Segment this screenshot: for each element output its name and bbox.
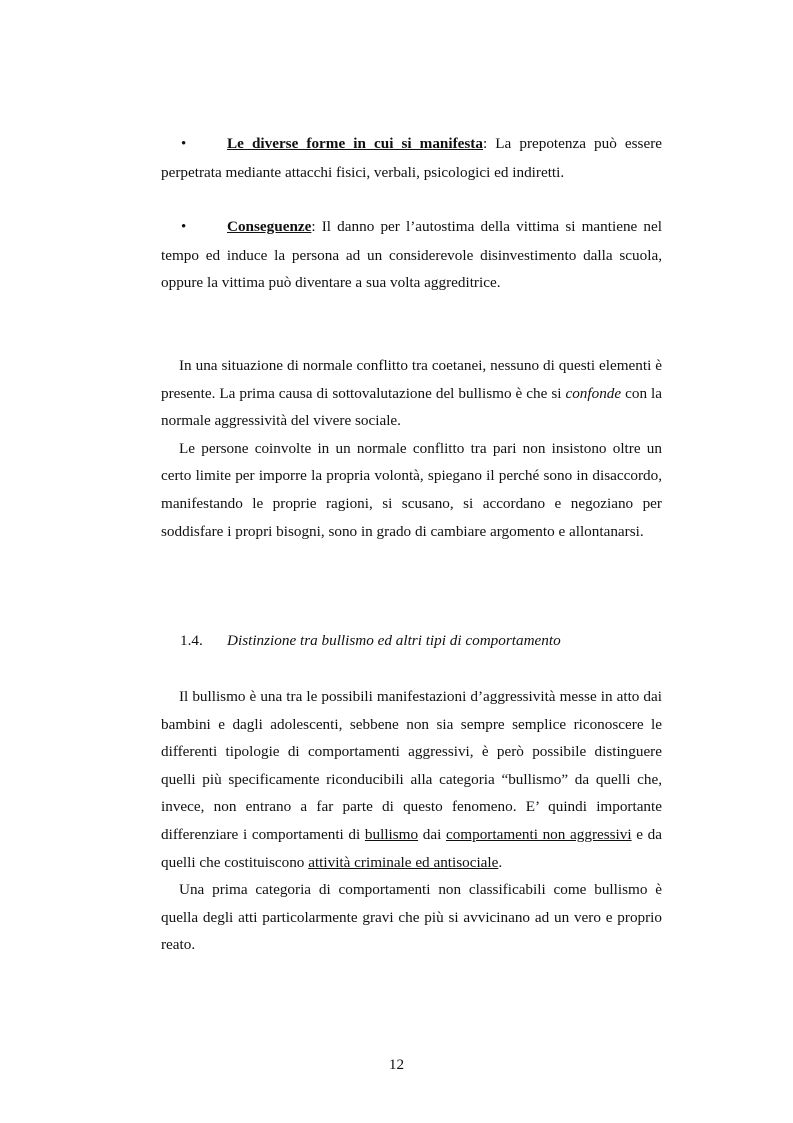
paragraph-first-category: Una prima categoria di comportamenti non classificabili come bullismo è quella degli atti particolarmente gravi che più si avvicinano ad un vero e proprio reato. — [161, 881, 662, 954]
bullet-item-forms — [161, 130, 662, 186]
paragraph-text: . — [498, 853, 503, 871]
bullet-icon: • — [181, 136, 187, 152]
bullet-label: Le diverse forme in cui si manifesta — [227, 135, 483, 152]
bullet-text: : La prepotenza può essere perpetrata mediante attacchi fisici, verbali, psicologici ed indiretti. — [161, 135, 662, 181]
paragraph-normal-conflict — [161, 352, 662, 435]
underlined-term: bullismo — [364, 825, 419, 843]
body-paragraphs-distinction — [161, 683, 662, 959]
paragraph-bullying-definition — [161, 683, 662, 876]
bullet-label: Conseguenze — [227, 218, 312, 235]
bullet-icon: • — [181, 219, 187, 235]
body-paragraphs-conflict — [161, 352, 662, 545]
paragraph-text: In una situazione di normale conflitto tra coetanei, nessuno di questi elementi è presente. La prima causa di sottovalutazione del bullismo è che si — [161, 357, 662, 402]
section-heading — [180, 627, 561, 655]
underlined-term: attività criminale ed antisociale — [308, 853, 499, 871]
paragraph-text: Il bullismo è una tra le possibili manifestazioni d’aggressività messe in atto dai bambini e dagli adolescenti, sebbene non sia sempre semplice riconoscere le differenti tipologie di comportamenti aggressivi, è però possibile distinguere quelli più specificamente riconducibili alla categoria “bullismo” da quelli che, invece, non entrano a far parte di questo fenomeno. E’ quindi importante differenziare i comportamenti di — [161, 688, 662, 843]
underlined-term: comportamenti non aggressivi — [445, 825, 632, 843]
bullet-item-consequences — [161, 213, 662, 297]
paragraph-text: e da quelli che costituiscono — [161, 825, 662, 871]
paragraph-peer-conflict: Le persone coinvolte in un normale conflitto tra pari non insistono oltre un certo limite per imporre la propria volontà, spiegano il perché sono in disaccordo, manifestando le proprie ragioni, si scusano, si accordano e negoziano per soddisfare i propri bisogni, sono in grado di cambiare argomento e allontanarsi. — [161, 439, 662, 540]
emphasis-text: confonde — [565, 384, 622, 402]
bullet-text: : Il danno per l’autostima della vittima si mantiene nel tempo ed induce la persona ad un considerevole disinvestimento dalla scuola, oppure la vittima può diventare a sua volta aggreditrice. — [161, 218, 662, 292]
section-title: Distinzione tra bullismo ed altri tipi di comportamento — [227, 632, 561, 649]
section-number: 1.4. — [180, 632, 203, 649]
page-number: 12 — [388, 1056, 405, 1073]
paragraph-text: dai — [418, 825, 446, 843]
paragraph-text: con la normale aggressività del vivere sociale. — [161, 384, 663, 430]
